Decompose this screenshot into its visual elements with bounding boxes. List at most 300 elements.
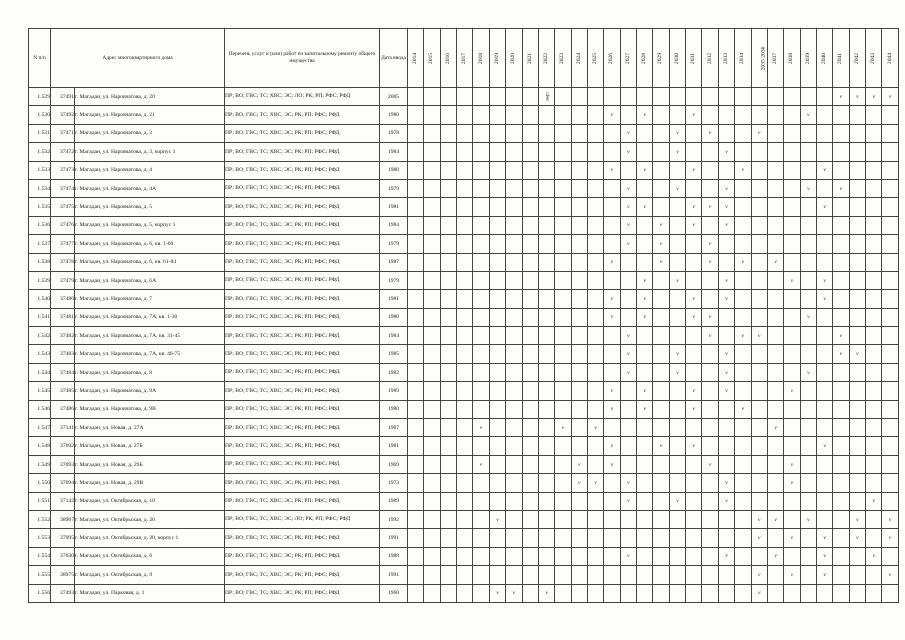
year-mark-cell <box>604 547 620 565</box>
year-mark-cell <box>816 382 832 400</box>
year-mark-cell <box>653 216 669 234</box>
year-mark-cell <box>571 308 587 326</box>
year-mark-cell <box>735 566 751 584</box>
year-mark-cell <box>620 143 636 161</box>
year-mark-cell <box>473 143 489 161</box>
house-address: г. Магадан, ул. Наровчатова, д. 7А, кв. 31-45 <box>75 327 225 345</box>
year-mark-cell <box>522 124 538 142</box>
year-mark-cell <box>555 308 571 326</box>
repair-mark: v <box>643 167 646 174</box>
year-mark-cell <box>489 124 505 142</box>
commission-year: 1980 <box>380 308 408 326</box>
table-row <box>29 216 899 234</box>
repair-mark: v <box>643 406 646 413</box>
year-mark-cell <box>571 547 587 565</box>
year-mark-cell <box>620 400 636 418</box>
year-mark-cell <box>424 253 440 271</box>
row-number: 1.533 <box>29 161 51 179</box>
header-year-label: 2025 <box>592 52 599 64</box>
year-mark-cell <box>686 474 702 492</box>
year-mark-cell <box>800 235 816 253</box>
row-number: 1.546 <box>29 400 51 418</box>
table-row <box>29 455 899 473</box>
table-row <box>29 363 899 381</box>
year-mark-cell <box>457 363 473 381</box>
year-mark-cell <box>571 290 587 308</box>
table-row <box>29 106 899 124</box>
year-mark-cell <box>440 363 456 381</box>
repair-mark: v <box>676 277 679 284</box>
year-mark-cell <box>669 290 685 308</box>
year-mark-cell <box>653 124 669 142</box>
year-mark-cell <box>866 363 882 381</box>
year-mark-cell <box>587 419 603 437</box>
year-mark-cell <box>637 400 653 418</box>
year-mark-cell <box>555 363 571 381</box>
year-mark-cell <box>816 345 832 363</box>
year-mark-cell <box>833 327 849 345</box>
year-mark-cell <box>767 106 783 124</box>
year-mark-cell <box>424 198 440 216</box>
year-mark-cell <box>489 363 505 381</box>
year-mark-cell <box>506 363 522 381</box>
year-mark-cell <box>833 88 849 106</box>
year-mark-cell <box>473 382 489 400</box>
year-mark-cell <box>849 400 865 418</box>
year-mark-cell <box>571 566 587 584</box>
year-mark-cell <box>408 474 424 492</box>
house-code: 37630 <box>51 547 75 565</box>
year-mark-cell <box>816 235 832 253</box>
year-mark-cell <box>637 529 653 547</box>
year-mark-cell <box>538 235 554 253</box>
row-number: 1.531 <box>29 124 51 142</box>
year-mark-cell <box>424 235 440 253</box>
repair-mark: v <box>627 148 630 155</box>
year-mark-cell <box>424 327 440 345</box>
year-mark-cell <box>604 253 620 271</box>
year-mark-cell <box>800 271 816 289</box>
row-number: 1.535 <box>29 198 51 216</box>
year-mark-cell <box>473 106 489 124</box>
year-mark-cell <box>816 271 832 289</box>
row-number: 1.545 <box>29 382 51 400</box>
table-row <box>29 161 899 179</box>
year-mark-cell <box>457 198 473 216</box>
repair-mark: v <box>676 148 679 155</box>
year-mark-cell <box>669 88 685 106</box>
year-mark-cell <box>767 290 783 308</box>
year-mark-cell <box>604 179 620 197</box>
row-number: 1.543 <box>29 345 51 363</box>
year-mark-cell <box>571 455 587 473</box>
year-mark-cell <box>833 216 849 234</box>
year-mark-cell <box>882 363 898 381</box>
year-mark-cell <box>767 584 783 602</box>
header-year-label: 2044 <box>886 52 893 64</box>
year-mark-cell <box>473 363 489 381</box>
year-mark-cell <box>784 253 800 271</box>
repair-works: ПР; ВО; ГВС; ТС; ХВС; ЭС; РК; РП; РФС; РФД <box>225 161 380 179</box>
repair-mark: v <box>610 314 614 321</box>
year-mark-cell <box>882 198 898 216</box>
year-mark-cell <box>816 566 832 584</box>
row-number: 1.530 <box>29 106 51 124</box>
year-mark-cell <box>849 235 865 253</box>
year-mark-cell <box>440 345 456 363</box>
year-mark-cell <box>555 345 571 363</box>
year-mark-cell <box>653 106 669 124</box>
commission-year: 1984 <box>380 143 408 161</box>
year-mark-cell <box>424 179 440 197</box>
year-mark-cell <box>702 382 718 400</box>
year-mark-cell <box>816 161 832 179</box>
year-mark-cell <box>538 510 554 528</box>
row-number: 1.553 <box>29 529 51 547</box>
header-year <box>653 29 669 88</box>
year-mark-cell <box>686 198 702 216</box>
year-mark-cell <box>653 179 669 197</box>
year-mark-cell <box>424 345 440 363</box>
year-mark-cell <box>669 161 685 179</box>
house-code: 37484 <box>51 363 75 381</box>
repair-mark: v <box>643 277 646 284</box>
year-mark-cell <box>866 566 882 584</box>
year-mark-cell <box>784 400 800 418</box>
table-row <box>29 419 899 437</box>
year-mark-cell <box>718 124 734 142</box>
year-mark-cell <box>849 529 865 547</box>
year-mark-cell <box>751 198 767 216</box>
row-number: 1.532 <box>29 143 51 161</box>
commission-year: 1960 <box>380 584 408 602</box>
year-mark-cell <box>408 363 424 381</box>
house-code: 37471 <box>51 124 75 142</box>
year-mark-cell <box>816 88 832 106</box>
row-number: 1.549 <box>29 455 51 473</box>
repair-works: ПР; ВО; ГВС; ТС; ХВС; ЭС; РК; РП; РФС; РФД <box>225 529 380 547</box>
year-mark-cell <box>440 143 456 161</box>
year-mark-cell <box>555 106 571 124</box>
year-mark-cell <box>849 510 865 528</box>
year-mark-cell <box>522 143 538 161</box>
year-mark-cell <box>604 400 620 418</box>
year-mark-cell <box>620 290 636 308</box>
header-year <box>882 29 898 88</box>
year-mark-cell <box>866 492 882 510</box>
year-mark-cell <box>653 253 669 271</box>
year-mark-cell <box>833 124 849 142</box>
year-mark-cell <box>424 308 440 326</box>
year-mark-cell <box>882 271 898 289</box>
year-mark-cell <box>522 271 538 289</box>
header-year <box>522 29 538 88</box>
repair-works: ПР; ВО; ГВС; ТС; ХВС; ЭС; РК; РП; РФС; РФД <box>225 547 380 565</box>
year-mark-cell <box>784 547 800 565</box>
year-mark-cell <box>555 584 571 602</box>
year-mark-cell <box>424 547 440 565</box>
year-mark-cell <box>637 198 653 216</box>
repair-mark: v <box>757 535 761 542</box>
year-mark-cell <box>686 161 702 179</box>
year-mark-cell <box>424 161 440 179</box>
commission-year: 1979 <box>380 179 408 197</box>
year-mark-cell <box>587 382 603 400</box>
year-mark-cell <box>604 529 620 547</box>
year-mark-cell <box>587 510 603 528</box>
year-mark-cell <box>767 161 783 179</box>
year-mark-cell <box>457 106 473 124</box>
year-mark-cell <box>522 382 538 400</box>
year-mark-cell <box>702 143 718 161</box>
repair-mark: v <box>692 406 696 413</box>
year-mark-cell <box>522 492 538 510</box>
year-mark-cell <box>882 400 898 418</box>
year-mark-cell <box>866 547 882 565</box>
year-mark-cell <box>653 271 669 289</box>
repair-mark: v <box>790 277 794 284</box>
commission-year: 1981 <box>380 198 408 216</box>
year-mark-cell <box>571 363 587 381</box>
year-mark-cell <box>440 437 456 455</box>
year-mark-cell <box>751 253 767 271</box>
commission-year: 1989 <box>380 382 408 400</box>
house-address: г. Магадан, ул. Наровчатова, д. 6, кв. 61-84 <box>75 253 225 271</box>
row-number: 1.539 <box>29 271 51 289</box>
year-mark-cell <box>653 455 669 473</box>
year-mark-cell <box>555 419 571 437</box>
year-mark-cell <box>849 474 865 492</box>
year-mark-cell <box>718 216 734 234</box>
repair-mark: v <box>627 332 630 339</box>
year-mark-cell <box>735 584 751 602</box>
year-mark-cell <box>751 529 767 547</box>
header-year <box>457 29 473 88</box>
header-year <box>816 29 832 88</box>
year-mark-cell <box>489 290 505 308</box>
year-mark-cell <box>784 271 800 289</box>
year-mark-cell <box>669 106 685 124</box>
year-mark-cell <box>718 253 734 271</box>
year-mark-cell <box>686 400 702 418</box>
year-mark-cell <box>669 308 685 326</box>
year-mark-cell <box>767 235 783 253</box>
year-mark-cell <box>735 547 751 565</box>
year-mark-cell <box>457 235 473 253</box>
year-mark-cell <box>538 419 554 437</box>
house-code: 37482 <box>51 327 75 345</box>
header-year <box>800 29 816 88</box>
year-mark-cell <box>637 382 653 400</box>
year-mark-cell <box>767 382 783 400</box>
year-mark-cell <box>833 492 849 510</box>
year-mark-cell <box>800 345 816 363</box>
year-mark-cell <box>882 492 898 510</box>
year-mark-cell <box>702 492 718 510</box>
year-mark-cell <box>816 529 832 547</box>
year-mark-cell <box>669 547 685 565</box>
year-mark-cell <box>408 198 424 216</box>
year-mark-cell <box>489 308 505 326</box>
year-mark-cell <box>686 327 702 345</box>
year-mark-cell <box>882 474 898 492</box>
repair-mark: v <box>872 93 875 100</box>
year-mark-cell <box>784 363 800 381</box>
house-address: г. Магадан, ул. Наровчатова, д. 4А <box>75 179 225 197</box>
year-mark-cell <box>571 271 587 289</box>
year-mark-cell <box>571 235 587 253</box>
header-year <box>702 29 718 88</box>
year-mark-cell <box>587 290 603 308</box>
year-mark-cell <box>538 529 554 547</box>
house-address: г. Магадан, ул. Наровчатова, д. 8 <box>75 363 225 381</box>
year-mark-cell <box>555 216 571 234</box>
house-code: 37142 <box>51 492 75 510</box>
house-code: 37095 <box>51 529 75 547</box>
year-mark-cell <box>751 161 767 179</box>
repair-works: ПР; ВО; ГВС; ТС; ХВС; ЭС; РК; РП; РФС; РФД <box>225 124 380 142</box>
year-mark-cell <box>882 216 898 234</box>
year-mark-cell <box>751 400 767 418</box>
year-mark-cell <box>538 290 554 308</box>
year-mark-cell <box>506 437 522 455</box>
year-mark-cell <box>489 566 505 584</box>
repair-mark: v <box>725 204 728 211</box>
row-number: 1.538 <box>29 253 51 271</box>
header-year <box>751 29 767 88</box>
house-code: 37485 <box>51 382 75 400</box>
year-mark-cell <box>718 179 734 197</box>
year-mark-cell <box>571 437 587 455</box>
year-mark-cell <box>702 124 718 142</box>
year-mark-cell <box>473 455 489 473</box>
year-mark-cell <box>522 345 538 363</box>
repair-mark: v <box>610 387 614 394</box>
repair-mark: v <box>610 443 614 450</box>
repair-mark: v <box>610 461 614 468</box>
year-mark-cell <box>571 198 587 216</box>
year-mark-cell <box>816 547 832 565</box>
commission-year: 1989 <box>380 492 408 510</box>
year-mark-cell <box>571 529 587 547</box>
year-mark-cell <box>538 547 554 565</box>
repair-mark: v <box>627 222 630 229</box>
year-mark-cell <box>800 419 816 437</box>
year-mark-cell <box>489 400 505 418</box>
year-mark-cell <box>816 584 832 602</box>
year-mark-cell <box>522 235 538 253</box>
repair-mark: v <box>692 295 696 302</box>
year-mark-cell <box>686 419 702 437</box>
year-mark-cell <box>784 584 800 602</box>
year-mark-cell <box>784 345 800 363</box>
year-mark-cell <box>849 547 865 565</box>
year-mark-cell <box>735 216 751 234</box>
year-mark-cell <box>833 253 849 271</box>
year-mark-cell <box>735 437 751 455</box>
year-mark-cell <box>506 290 522 308</box>
year-mark-cell <box>702 253 718 271</box>
header-year <box>424 29 440 88</box>
year-mark-cell <box>620 235 636 253</box>
year-mark-cell <box>408 308 424 326</box>
year-mark-cell <box>686 179 702 197</box>
year-mark-cell <box>816 106 832 124</box>
house-address: г. Магадан, ул. Октябрьская, д. 20, корпус 1 <box>75 529 225 547</box>
repair-mark: v <box>741 167 745 174</box>
year-mark-cell <box>424 382 440 400</box>
header-year <box>718 29 734 88</box>
year-mark-cell <box>571 179 587 197</box>
year-mark-cell <box>620 584 636 602</box>
year-mark-cell <box>408 492 424 510</box>
year-mark-cell <box>408 400 424 418</box>
year-mark-cell <box>816 419 832 437</box>
year-mark-cell <box>587 161 603 179</box>
year-mark-cell <box>800 400 816 418</box>
year-mark-cell <box>408 437 424 455</box>
year-mark-cell <box>653 363 669 381</box>
year-mark-cell <box>767 327 783 345</box>
year-mark-cell <box>440 400 456 418</box>
year-mark-cell <box>587 179 603 197</box>
year-mark-cell <box>849 290 865 308</box>
year-mark-cell <box>718 474 734 492</box>
year-mark-cell <box>702 510 718 528</box>
repair-mark: v <box>561 424 565 431</box>
year-mark-cell <box>816 474 832 492</box>
year-mark-cell <box>408 455 424 473</box>
header-year-label: 2020 <box>510 52 517 64</box>
header-year-label: 2019 <box>493 52 500 64</box>
year-mark-cell <box>440 308 456 326</box>
year-mark-cell <box>784 161 800 179</box>
year-mark-cell <box>800 455 816 473</box>
house-address: г. Магадан, ул. Наровчатова, д. 6, кв. 1-60 <box>75 235 225 253</box>
house-address: г. Магадан, ул. Наровчатова, д. 21 <box>75 106 225 124</box>
year-mark-cell <box>571 253 587 271</box>
year-mark-cell <box>849 124 865 142</box>
commission-year: 1973 <box>380 474 408 492</box>
year-mark-cell <box>702 308 718 326</box>
year-mark-cell <box>669 235 685 253</box>
year-mark-cell <box>522 547 538 565</box>
year-mark-cell <box>866 235 882 253</box>
year-mark-cell <box>457 584 473 602</box>
year-mark-cell <box>866 216 882 234</box>
house-address: г. Магадан, ул. Наровчатова, д. 7А, кв. 46-75 <box>75 345 225 363</box>
year-mark-cell <box>767 455 783 473</box>
repair-mark: v <box>888 516 892 523</box>
repair-mark: v <box>578 461 581 468</box>
house-code: 37472 <box>51 143 75 161</box>
year-mark-cell <box>751 327 767 345</box>
year-mark-cell <box>506 566 522 584</box>
year-mark-cell <box>604 327 620 345</box>
house-address: г. Магадан, ул. Новая, д. 27А <box>75 419 225 437</box>
year-mark-cell <box>587 566 603 584</box>
year-mark-cell <box>718 584 734 602</box>
year-mark-cell <box>587 235 603 253</box>
year-mark-cell <box>620 253 636 271</box>
year-mark-cell <box>669 510 685 528</box>
year-mark-cell <box>751 290 767 308</box>
year-mark-cell <box>735 327 751 345</box>
table-body <box>29 88 899 603</box>
year-mark-cell <box>653 529 669 547</box>
year-mark-cell <box>538 455 554 473</box>
year-mark-cell <box>833 363 849 381</box>
